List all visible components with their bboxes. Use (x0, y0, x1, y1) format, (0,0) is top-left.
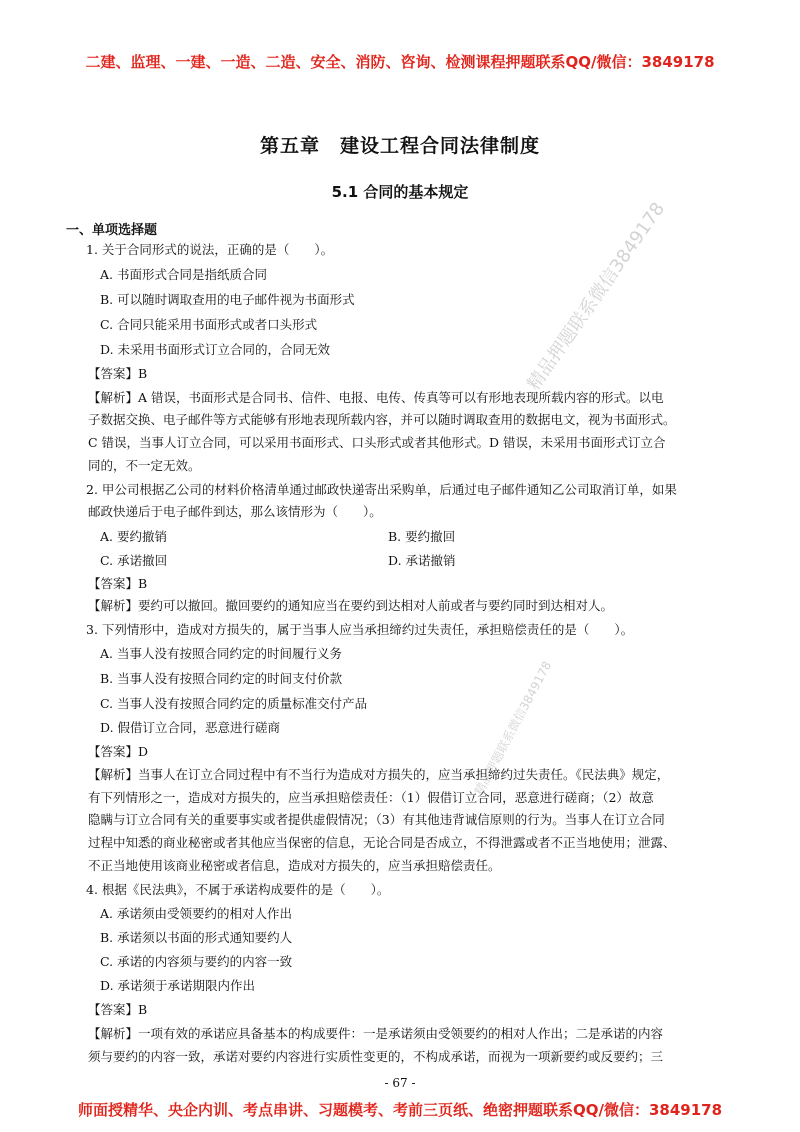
answer: 【答案】D (88, 744, 149, 759)
option: B. 可以随时调取查用的电子邮件视为书面形式 (100, 292, 355, 307)
answer: 【答案】B (88, 1002, 148, 1017)
question-stem: 4. 根据《民法典》，不属于承诺构成要件的是（ ）。 (86, 882, 390, 897)
watermark: 精品押题联系微信3849178 (471, 658, 555, 798)
answer: 【答案】B (88, 576, 148, 591)
explanation: 须与要约的内容一致，承诺对要约内容进行实质性变更的，不构成承诺，而视为一项新要约或反要约；三 (88, 1049, 664, 1064)
watermark: 精品押题联系微信3849178 (523, 198, 670, 395)
question-stem: 1. 关于合同形式的说法，正确的是（ ）。 (86, 242, 334, 257)
option: A. 书面形式合同是指纸质合同 (100, 267, 267, 282)
explanation: 【解析】当事人在订立合同过程中有不当行为造成对方损失的，应当承担缔约过失责任。《民法典》规定， (88, 767, 670, 782)
header-banner: 二建、监理、一建、一造、二造、安全、消防、咨询、检测课程押题联系QQ/微信：3849178 (85, 53, 715, 71)
option: D. 假借订立合同，恶意进行磋商 (100, 720, 281, 735)
explanation: 过程中知悉的商业秘密或者其他应当保密的信息，无论合同是否成立，不得泄露或者不正当地使用；泄露、 (88, 835, 676, 850)
explanation: 同的，不一定无效。 (88, 458, 201, 473)
option: C. 当事人没有按照合同约定的质量标准交付产品 (100, 696, 368, 711)
option: A. 当事人没有按照合同约定的时间履行义务 (100, 646, 342, 661)
explanation: 【解析】A 错误，书面形式是合同书、信件、电报、电传、传真等可以有形地表现所载内容的形式。以电 (88, 390, 664, 405)
option: A. 承诺须由受领要约的相对人作出 (100, 906, 292, 921)
answer: 【答案】B (88, 366, 148, 381)
explanation: 【解析】一项有效的承诺应具备基本的构成要件：一是承诺须由受领要约的相对人作出；二是承诺的内容 (88, 1026, 664, 1041)
option: D. 未采用书面形式订立合同的，合同无效 (100, 342, 331, 357)
option: D. 承诺撤销 (388, 553, 456, 568)
option: C. 承诺的内容须与要约的内容一致 (100, 954, 293, 969)
option: C. 合同只能采用书面形式或者口头形式 (100, 317, 318, 332)
question-stem: 邮政快递后于电子邮件到达，那么该情形为（ ）。 (88, 504, 382, 519)
option: D. 承诺须于承诺期限内作出 (100, 978, 256, 993)
explanation: 子数据交换、电子邮件等方式能够有形地表现所载内容，并可以随时调取查用的数据电文，视为书面形式。 (88, 412, 676, 427)
explanation: 【解析】要约可以撤回。撤回要约的通知应当在要约到达相对人前或者与要约同时到达相对人。 (88, 598, 614, 613)
section-title: 5.1 合同的基本规定 (331, 183, 469, 201)
option: B. 承诺须以书面的形式通知要约人 (100, 930, 293, 945)
explanation: 不正当地使用该商业秘密或者信息，造成对方损失的，应当承担赔偿责任。 (88, 858, 501, 873)
part-heading: 一、单项选择题 (66, 223, 158, 238)
option: B. 当事人没有按照合同约定的时间支付价款 (100, 671, 343, 686)
option: A. 要约撤销 (100, 529, 167, 544)
option: C. 承诺撤回 (100, 553, 168, 568)
explanation: 隐瞒与订立合同有关的重要事实或者提供虚假情况；（3）有其他违背诚信原则的行为。当事人在订立合同 (88, 812, 665, 827)
chapter-title: 第五章 建设工程合同法律制度 (259, 135, 540, 157)
page-number: - 67 - (384, 1076, 416, 1090)
footer-banner: 师面授精华、央企内训、考点串讲、习题模考、考前三页纸、绝密押题联系QQ/微信：3849178 (77, 1101, 723, 1119)
explanation: C 错误，当事人订立合同，可以采用书面形式、口头形式或者其他形式。D 错误，未采用书面形式订立合 (88, 435, 666, 450)
question-stem: 3. 下列情形中，造成对方损失的，属于当事人应当承担缔约过失责任，承担赔偿责任的是（ ）。 (86, 622, 634, 637)
option: B. 要约撤回 (388, 529, 456, 544)
explanation: 有下列情形之一，造成对方损失的，应当承担赔偿责任：（1）假借订立合同，恶意进行磋商；（2）故意 (88, 790, 654, 805)
question-stem: 2. 甲公司根据乙公司的材料价格清单通过邮政快递寄出采购单，后通过电子邮件通知乙公司取消订单，如果 (86, 482, 677, 497)
